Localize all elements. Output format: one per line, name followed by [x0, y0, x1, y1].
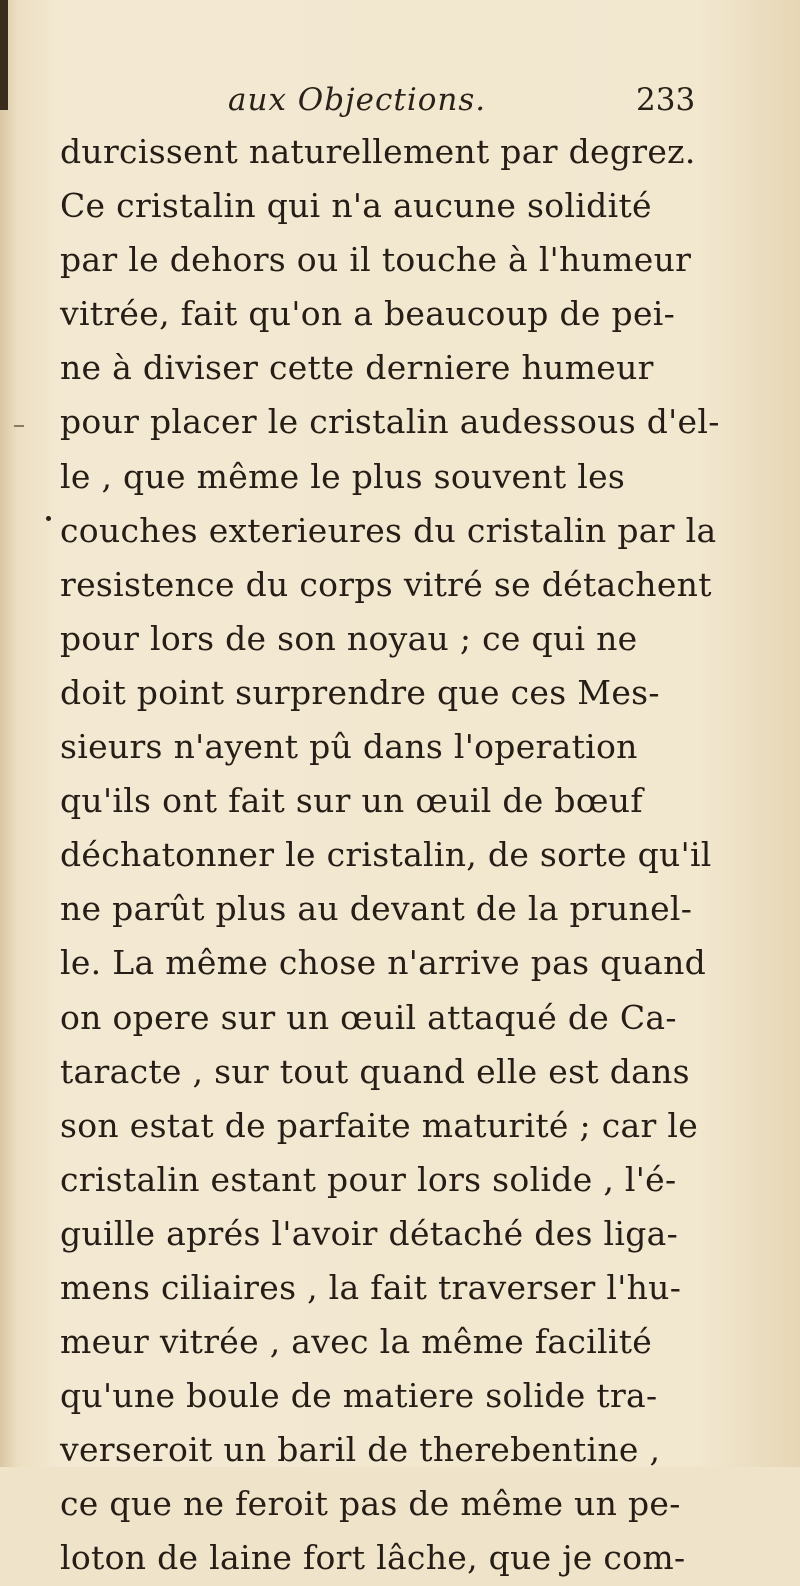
text-line: loton de laine fort lâche, que je com-: [60, 1538, 686, 1578]
text-line: sieurs n'ayent pû dans l'operation: [60, 727, 638, 767]
text-line: ne parût plus au devant de la prunel-: [60, 889, 693, 929]
text-line: pour lors de son noyau ; ce qui ne: [60, 618, 638, 658]
body-text: [60, 125, 720, 1586]
text-line: le , que même le plus souvent les: [60, 456, 626, 496]
text-line: qu'une boule de matiere solide tra-: [60, 1376, 658, 1416]
text-line: ne à diviser cette derniere humeur: [60, 348, 654, 388]
text-line: meur vitrée , avec la même facilité: [60, 1322, 653, 1362]
page-number: 233: [636, 82, 696, 118]
text-line: taracte , sur tout quand elle est dans: [60, 1051, 690, 1091]
text-line: par le dehors ou il touche à l'humeur: [60, 240, 692, 280]
text-line: doit point surprendre que ces Mes-: [60, 672, 660, 712]
text-line: guille aprés l'avoir détaché des liga-: [60, 1213, 679, 1253]
text-line: pour placer le cristalin audessous d'el-: [60, 402, 720, 442]
text-line: couches exterieures du cristalin par la: [60, 510, 717, 550]
text-line: verseroit un baril de therebentine ,: [60, 1430, 661, 1470]
text-line: mens ciliaires , la fait traverser l'hu-: [60, 1267, 682, 1307]
text-line: Ce cristalin qui n'a aucune solidité: [60, 186, 652, 226]
text-line: durcissent naturellement par degrez.: [60, 132, 696, 171]
text-line: vitrée, fait qu'on a beaucoup de pei-: [60, 294, 676, 334]
running-head: aux Objections.: [228, 82, 487, 118]
text-line: on opere sur un œuil attaqué de Ca-: [60, 997, 677, 1037]
text-line: cristalin estant pour lors solide , l'é-: [60, 1159, 677, 1199]
text-line: déchatonner le cristalin, de sorte qu'il: [60, 835, 712, 875]
text-line: ce que ne feroit pas de même un pe-: [60, 1484, 681, 1524]
text-line: qu'ils ont fait sur un œuil de bœuf: [60, 781, 643, 821]
text-line: son estat de parfaite maturité ; car le: [60, 1105, 699, 1145]
text-line: le. La même chose n'arrive pas quand: [60, 943, 707, 983]
margin-dot: [46, 516, 51, 521]
margin-mark: [14, 425, 24, 427]
text-line: resistence du corps vitré se détachent: [60, 564, 712, 604]
page-header: [0, 78, 800, 128]
